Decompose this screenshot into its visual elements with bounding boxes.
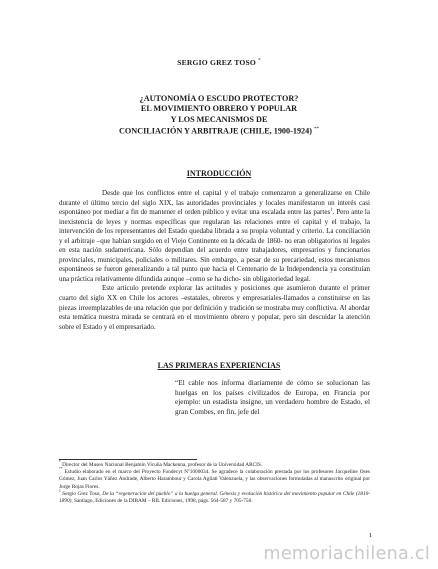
footnote-divider (59, 459, 197, 460)
footnotes (59, 462, 370, 505)
opening-quote: “El cable nos informa diariamente de cómo se solucionan las huelgas en los países civilizados de Europa, en Francia por ejemplo: un estadista insigne, un verdadero hombre de Estado, el gran Combes, en fin, jefe del (175, 378, 370, 416)
section-heading-introduction: INTRODUCCIÓN (186, 169, 252, 178)
intro-paragraph-1-part-1: Desde que los conflictos entre el capital y el trabajo comenzaron a generalizarse en Chile durante el último tercio del siglo XIX, las autoridades provinciales y locales manifestaron un interés casi espontáneo por mediar a fin de mantener el orden público y evitar una escalada entre las partes (59, 189, 370, 217)
footnote-2-text: Estudio elaborado en el marco del Proyecto Fondecyt Nº1000034. Se agradece la colaboración prestada por los profesores Jacqueline Oses Gómez, Juan Carlos Yáñez Andrade, Alberto Harambour y Carola Agliati Valenzuela, y las observaciones formuladas al manuscrito original por Jorge Rojas Flores. (59, 469, 370, 490)
intro-paragraph-2: Este artículo pretende explorar las actitudes y posiciones que asumieron durante el primer cuarto del siglo XX en Chile los actores –estatales, obreros y empresariales-llamados a constituirse en las piezas irreemplazables de una relación que por definición y tradición se mostraba muy conflictiva. Al abordar esta temática nuestra mirada se centrará en el movimiento obrero y popular, pero sin descuidar la atención sobre el Estado y el empresariado. (59, 284, 370, 331)
footnote-3-text-after: , Santiago, Ediciones de la DIBAM – RIL Ediciones, 1998, págs. 564-587 y 705-750. (71, 498, 253, 505)
footnote-1-text: Director del Museo Nacional Benjamín Vicuña Mackenna, profesor de la Universidad ARCIS. (62, 462, 263, 468)
title-footnote-mark: ** (314, 127, 319, 133)
title-line-3: Y LOS MECANISMOS DE (170, 114, 268, 124)
footnote-ref-1[interactable]: 1 (330, 206, 333, 212)
intro-paragraph-1 (59, 189, 370, 284)
section-heading-primeras-experiencias: LAS PRIMERAS EXPERIENCIAS (157, 361, 281, 370)
footnote-3-book-title: De la “regeneración del pueblo” a la huelga general. Génesis y evolución histórica del movimiento popular en Chile (1810-1890) (59, 490, 371, 505)
author-name (0, 58, 438, 67)
footnote-3-mark: 1 (59, 489, 61, 494)
title-line-1: ¿AUTONOMÍA O ESCUDO PROTECTOR? (139, 94, 299, 103)
footnote-3-text-before: Sergio Grez Toso, (62, 490, 103, 497)
author-name-text: SERGIO GREZ TOSO (177, 58, 257, 67)
introduction-body (59, 189, 370, 332)
article-title (0, 94, 438, 137)
title-line-2: EL MOVIMIENTO OBRERO Y POPULAR (140, 104, 298, 114)
author-footnote-mark: * (258, 58, 261, 64)
title-line-4-text: CONCILIACIÓN Y ARBITRAJE (CHILE, 1900-1924) (119, 126, 312, 136)
intro-paragraph-1-part-2: . Pero ante la inexistencia de leyes y normas específicas que regularan las relaciones entre el capital y el trabajo, la intervención de los representantes del Estado quedaba librada a su propia voluntad y criterio. La conciliación y el arbitraje –que habían surgido en el Viejo Continente en la década de 1860- no eran obligatorios ni legales en esta nación sudamericana. Sólo dependían del acuerdo entre trabajadores, empresarios y funcionarios provinciales, municipales, policiales o militares. Sin embargo, a pesar de su precariedad, estos mecanismos espontáneos se fueron generalizando a tal punto que hacia el Centenario de la Independencia ya constituían una práctica relativamente difundida aunque –como se ha dicho- sin obligatoriedad legal. (59, 208, 370, 283)
watermark-logo: memoriachilena.cl (263, 544, 430, 564)
footnote-2-mark: ** (59, 467, 63, 472)
page-number: 1 (369, 532, 373, 539)
title-line-4 (0, 125, 438, 137)
footnote-1-mark: * (59, 460, 61, 465)
footnote-3 (59, 491, 370, 505)
